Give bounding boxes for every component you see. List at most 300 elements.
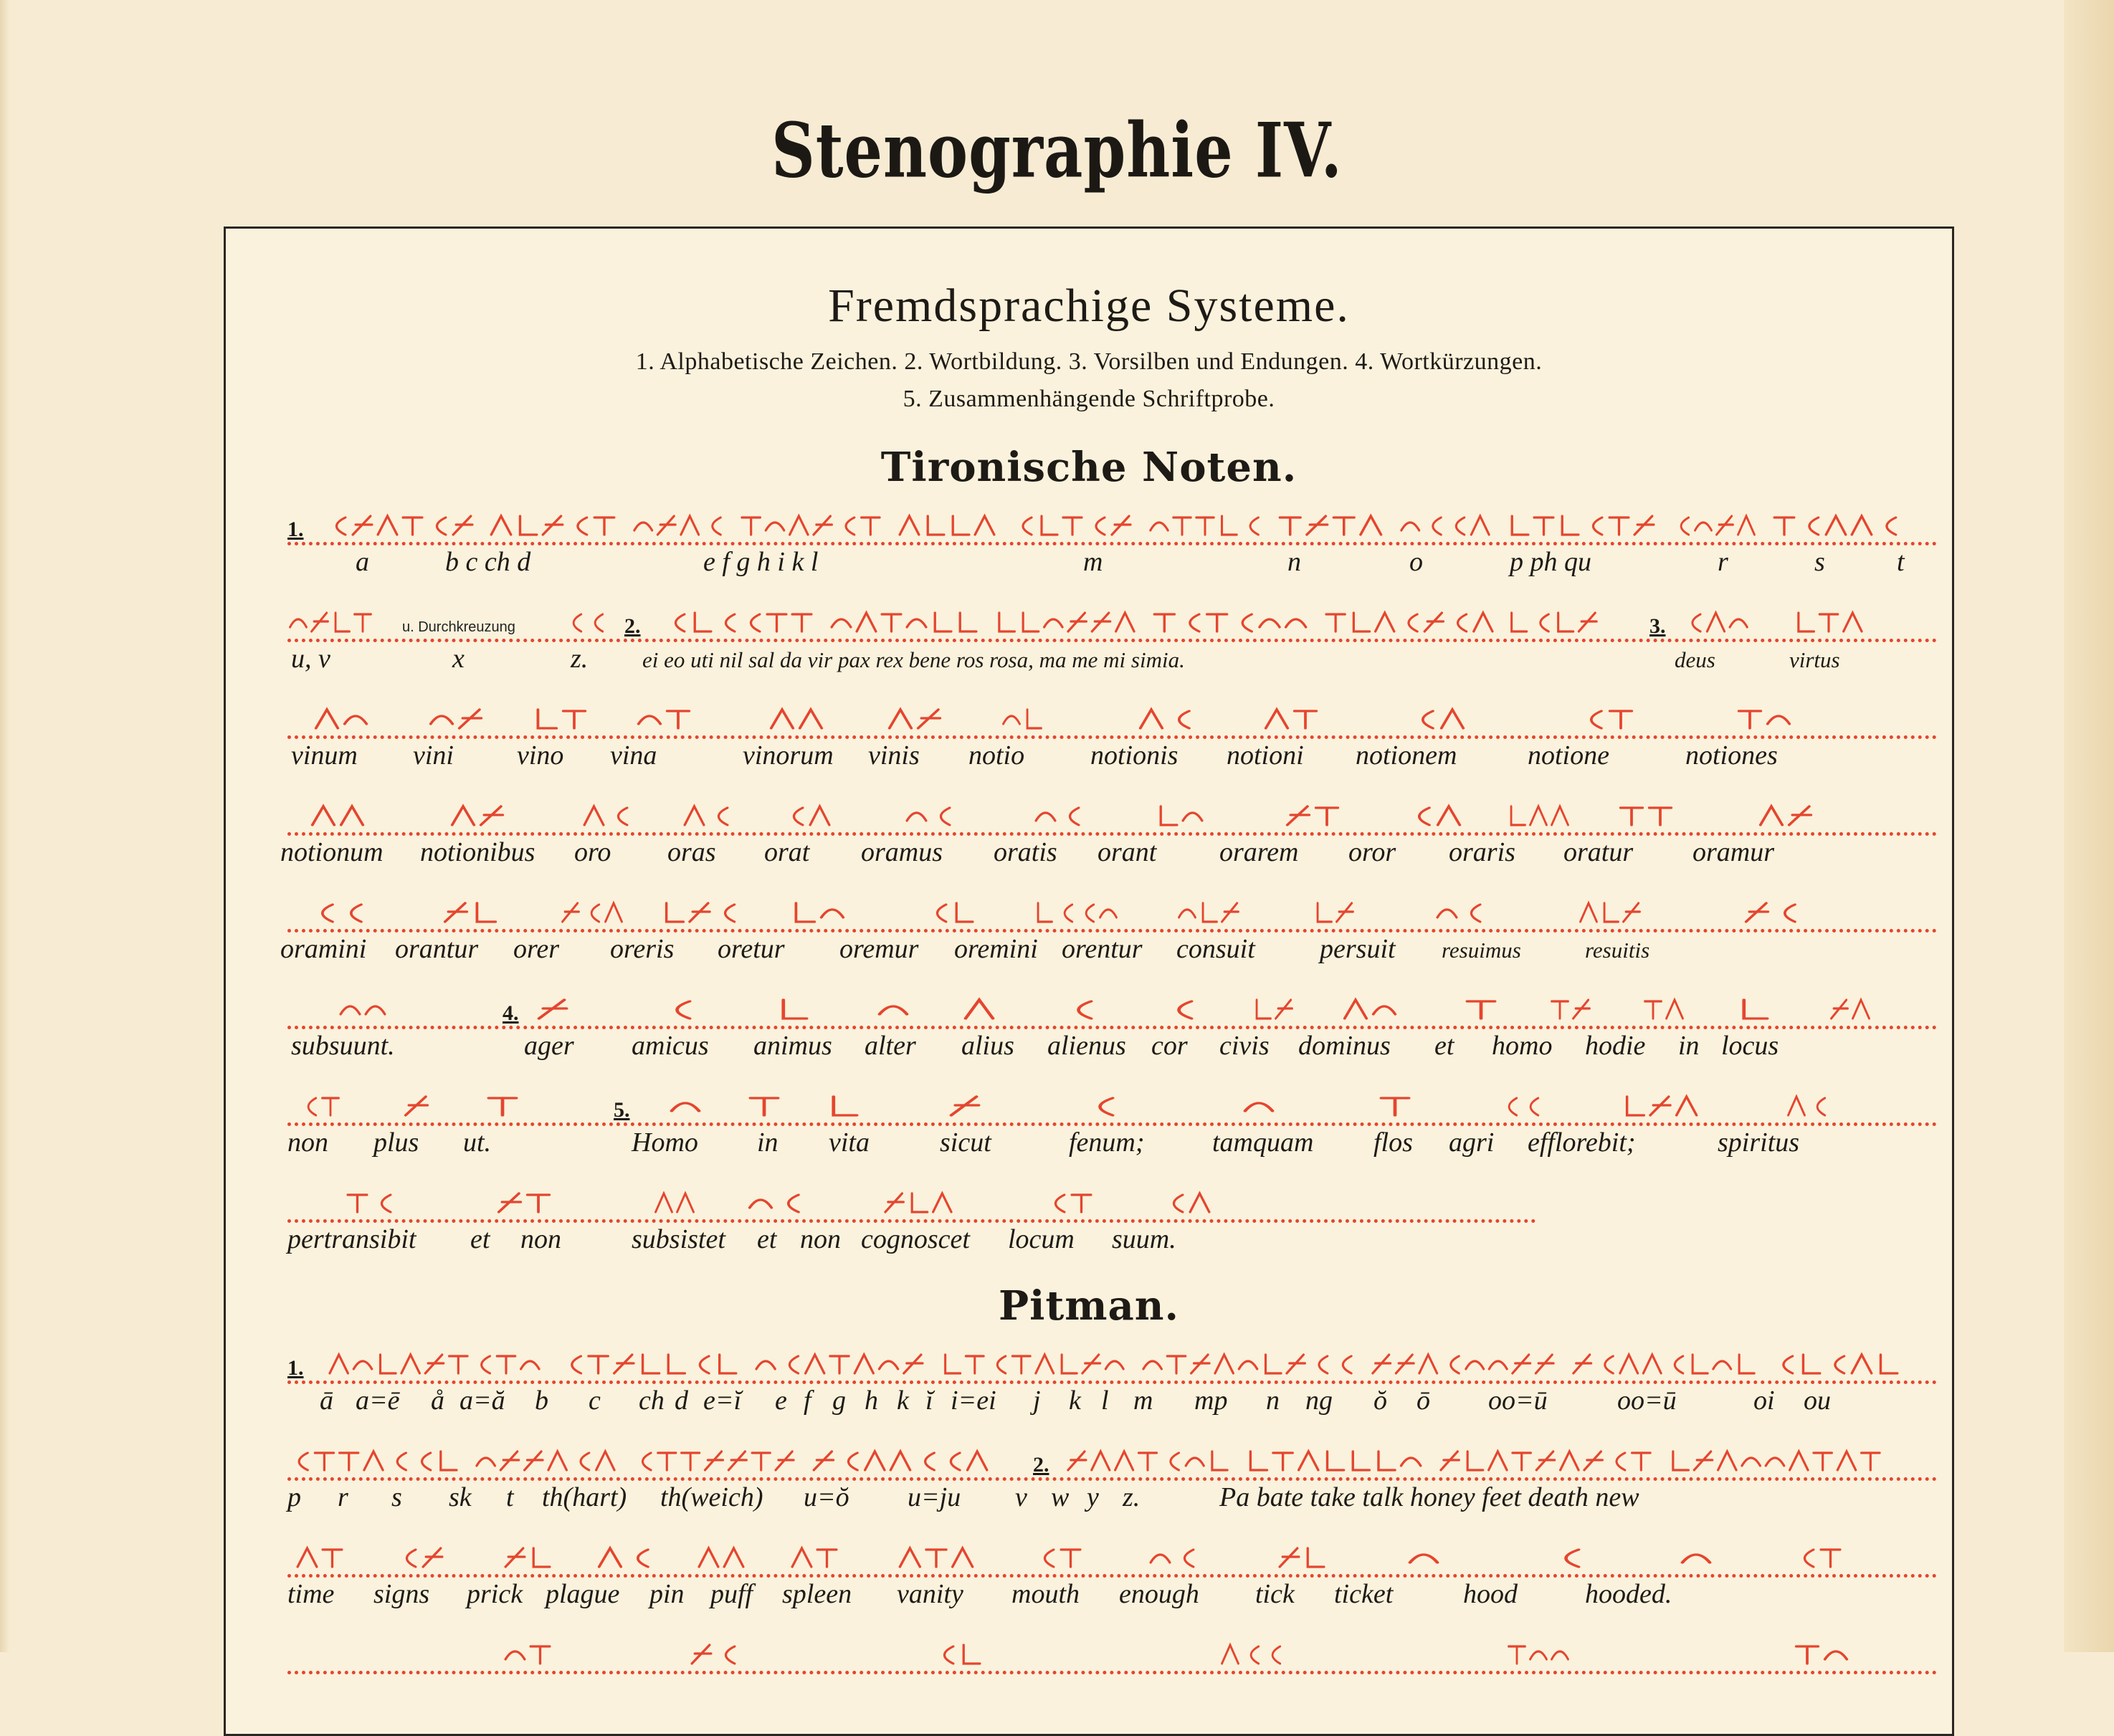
shorthand-glyph-group [1642,997,1685,1021]
red-shorthand-icon [1377,1094,1413,1118]
label-word: g [832,1386,846,1416]
label-word: efflorebit; [1528,1127,1636,1158]
section-number: 2. [624,614,641,638]
label-word: subsuunt. [291,1031,395,1061]
label-word: oratis [994,837,1057,867]
tironische-row-2 [287,594,1938,686]
label-word: oramini [280,934,367,964]
symbol-line [287,1530,1938,1578]
red-shorthand-icon [635,707,692,731]
red-shorthand-icon [961,997,997,1021]
red-shorthand-icon [1793,1642,1850,1666]
red-shorthand-icon [1743,900,1800,925]
shorthand-glyph-group [395,1545,445,1570]
red-shorthand-icon [531,707,589,731]
shorthand-glyph-group [1065,1449,1230,1473]
red-shorthand-icon [782,803,832,828]
red-shorthand-icon [1011,513,1133,538]
red-shorthand-icon [660,997,696,1021]
label-word: Homo [632,1127,698,1158]
label-word: vinorum [743,740,834,771]
section-number: 5. [614,1098,630,1122]
shorthand-glyph-group [488,513,617,538]
red-shorthand-icon [940,1352,1126,1376]
shorthand-glyph-group [1671,513,1757,538]
red-shorthand-icon [1284,803,1341,828]
shorthand-glyph-group [1757,803,1814,828]
red-shorthand-icon [768,707,825,731]
red-shorthand-icon [1341,997,1399,1021]
label-word: hooded. [1585,1579,1672,1609]
label-line [287,1385,1938,1423]
red-shorthand-icon [825,1094,861,1118]
red-shorthand-icon [897,513,997,538]
label-word: dominus [1298,1031,1391,1061]
red-shorthand-icon [1682,610,1750,634]
symbol-line [287,788,1938,836]
label-word: orat [764,837,810,867]
section-number: 2. [1033,1453,1049,1477]
red-shorthand-icon [1044,1191,1094,1215]
legend-line-1: 1. Alphabetische Zeichen. 2. Wortbildung. 3. Vorsilben und Endungen. 4. Wortkürzungen. [635,348,1543,375]
label-word: alter [865,1031,916,1061]
label-word: animus [753,1031,832,1061]
shorthand-glyph-group [1793,1545,1843,1570]
shorthand-glyph-group [560,1352,739,1376]
red-shorthand-icon [1736,707,1793,731]
label-word: plague [546,1579,620,1609]
red-shorthand-icon [775,997,811,1021]
tironische-row-8 [287,1175,1938,1267]
red-shorthand-icon [1062,997,1098,1021]
label-word: oras [667,837,716,867]
shorthand-glyph-group [660,900,739,925]
shorthand-glyph-group [947,1094,983,1118]
red-shorthand-icon [1176,900,1241,925]
shorthand-glyph-group [563,610,606,634]
red-shorthand-icon [1506,1642,1571,1666]
shorthand-glyph-group [768,707,825,731]
label-word: flos [1373,1127,1413,1158]
red-shorthand-icon [1083,1094,1119,1118]
label-word: orantur [395,934,479,964]
red-shorthand-icon [1549,1545,1585,1570]
label-word: orer [513,934,560,964]
shorthand-glyph-group [560,900,624,925]
shorthand-glyph-group [1499,1094,1542,1118]
shorthand-glyph-group [1370,1352,1556,1376]
label-word: r [338,1482,348,1512]
label-word: notionibus [420,837,535,867]
red-shorthand-icon [325,513,475,538]
red-shorthand-icon [1409,707,1467,731]
red-shorthand-icon [1141,1352,1356,1376]
shorthand-glyph-group [1793,610,1865,634]
label-word: deus [1675,647,1715,672]
red-shorthand-icon [1642,997,1685,1021]
shorthand-glyph-group [635,707,692,731]
label-word: oremini [954,934,1038,964]
pitman-row-2 [287,1433,1938,1525]
red-shorthand-icon [739,513,882,538]
section-heading-pitman: Pitman. [999,1282,1179,1330]
page-edge-right [2064,0,2114,1652]
label-word: m [1083,547,1103,577]
red-shorthand-icon [632,1449,796,1473]
shorthand-glyph-group [1155,803,1205,828]
shorthand-glyph-group [1277,513,1384,538]
label-word: suum. [1112,1224,1176,1254]
shorthand-glyph-group [1252,997,1295,1021]
label-word: v [1015,1482,1027,1512]
shorthand-glyph-group [1438,1449,1653,1473]
red-shorthand-icon [947,1094,983,1118]
shorthand-glyph-group [449,803,506,828]
label-line [280,836,1938,875]
shorthand-glyph-group [940,1352,1126,1376]
label-word: a=ē [356,1386,400,1416]
pitman-row-4-partial [287,1626,1938,1718]
red-shorthand-icon [488,513,617,538]
label-word: enough [1119,1579,1199,1609]
red-shorthand-icon [1736,997,1771,1021]
shorthand-glyph-group [531,707,589,731]
label-word: b c ch d [445,547,531,577]
label-word: n [1287,547,1301,577]
label-word: e f g h i k l [703,547,819,577]
shorthand-glyph-group [829,610,979,634]
label-word: oramur [1692,837,1775,867]
label-word: ager [524,1031,574,1061]
shorthand-glyph-group [503,1545,553,1570]
label-word: orarem [1219,837,1299,867]
red-shorthand-icon [485,1094,520,1118]
shorthand-glyph-group [653,1191,696,1215]
red-shorthand-icon [653,1191,696,1215]
label-word: ticket [1334,1579,1394,1609]
label-word: oretur [718,934,785,964]
label-word: resuimus [1442,938,1521,963]
shorthand-glyph-group [1771,1352,1900,1376]
annotation-label: u. Durchkreuzung [402,619,515,635]
symbol-line [287,884,1938,933]
red-shorthand-icon [933,1642,983,1666]
label-word: oi [1753,1386,1775,1416]
label-word: oraris [1449,837,1515,867]
shorthand-glyph-group [1621,1094,1700,1118]
label-word: r [1718,547,1728,577]
label-word: notione [1528,740,1609,771]
label-line [280,933,1938,972]
shorthand-glyph-group [581,803,632,828]
red-shorthand-icon [1252,997,1295,1021]
label-line [287,1578,1938,1617]
label-word: z. [571,644,589,674]
shorthand-glyph-group [1162,997,1198,1021]
red-shorthand-icon [925,900,976,925]
shorthand-glyph-group [1033,803,1083,828]
label-word: oo=ū [1617,1386,1677,1416]
red-shorthand-icon [886,707,943,731]
pitman-row-3 [287,1530,1938,1621]
label-word: ch [639,1386,665,1416]
symbol-line [287,594,1938,642]
label-word: in [757,1127,779,1158]
label-word: Pa bate take talk honey feet death new [1219,1482,1639,1512]
red-shorthand-icon [789,1545,839,1570]
label-word: locus [1721,1031,1779,1061]
red-shorthand-icon [1162,1191,1212,1215]
red-shorthand-icon [1277,513,1384,538]
label-word: sk [449,1482,472,1512]
shorthand-glyph-group [1176,900,1241,925]
shorthand-glyph-group [1506,803,1571,828]
shorthand-glyph-group [1137,707,1194,731]
shorthand-glyph-group [1793,1642,1850,1666]
red-shorthand-icon [1506,513,1657,538]
label-word: vita [829,1127,870,1158]
red-shorthand-icon [596,1545,653,1570]
shorthand-glyph-group [682,803,732,828]
red-shorthand-icon [1621,1094,1700,1118]
shorthand-glyph-group [345,1191,395,1215]
shorthand-glyph-group [925,900,976,925]
red-shorthand-icon [1549,997,1592,1021]
label-word: persuit [1320,934,1396,964]
shorthand-glyph-group [325,513,475,538]
label-word: n [1266,1386,1280,1416]
label-word: spiritus [1718,1127,1800,1158]
label-line [287,1030,1938,1069]
label-word: subsistet [632,1224,725,1254]
red-shorthand-icon [338,997,388,1021]
label-word: oreris [610,934,675,964]
red-shorthand-icon [1241,1094,1277,1118]
red-shorthand-icon [1155,803,1205,828]
label-word: civis [1219,1031,1270,1061]
shorthand-glyph-group [886,707,943,731]
label-word: notioni [1227,740,1304,771]
shorthand-glyph-group [882,1191,954,1215]
shorthand-glyph-group [1682,610,1750,634]
shorthand-glyph-group [309,803,366,828]
red-shorthand-icon [1137,707,1194,731]
shorthand-glyph-group [994,610,1137,634]
section-number: 3. [1649,614,1666,638]
red-shorthand-icon [746,1191,804,1215]
label-word: tamquam [1212,1127,1314,1158]
label-line [287,740,1938,778]
label-word: non [800,1224,841,1254]
red-shorthand-icon [309,803,366,828]
label-word: z. [1123,1482,1141,1512]
label-word: hood [1463,1579,1518,1609]
red-shorthand-icon [753,1352,925,1376]
red-shorthand-icon [994,610,1137,634]
red-shorthand-icon [1406,803,1463,828]
label-word: non [287,1127,328,1158]
label-word: t [1897,547,1905,577]
shorthand-glyph-group [875,997,911,1021]
label-word: locum [1008,1224,1075,1254]
label-word: th(weich) [660,1482,763,1512]
label-word: oremur [839,934,919,964]
label-word: h [865,1386,878,1416]
shorthand-glyph-group [295,1545,345,1570]
tironische-row-4 [280,788,1938,879]
shorthand-glyph-group [1617,803,1675,828]
label-word: cor [1151,1031,1188,1061]
red-shorthand-icon [1829,997,1872,1021]
label-word: non [520,1224,561,1254]
shorthand-glyph-group [1506,513,1657,538]
label-word: consuit [1176,934,1255,964]
red-shorthand-icon [1033,1545,1083,1570]
symbol-line [287,981,1938,1029]
label-word: puff [710,1579,753,1609]
symbol-line [287,497,1938,545]
section-heading-tironische: Tironische Noten. [880,444,1298,491]
shorthand-glyph-group [1011,513,1133,538]
shorthand-glyph-group [1284,803,1341,828]
label-word: spleen [782,1579,852,1609]
shorthand-glyph-group [1736,707,1793,731]
red-shorthand-icon [560,900,624,925]
shorthand-glyph-group [753,1352,925,1376]
label-word: homo [1492,1031,1553,1061]
label-word: et [470,1224,490,1254]
shorthand-glyph-group [287,1449,460,1473]
label-word: k [1069,1386,1081,1416]
label-word: pertransibit [287,1224,416,1254]
shorthand-glyph-group [327,1352,542,1376]
red-shorthand-icon [875,997,911,1021]
shorthand-glyph-group [789,1545,839,1570]
shorthand-glyph-group [313,707,370,731]
label-line [287,1482,1938,1520]
red-shorthand-icon [474,1449,617,1473]
shorthand-glyph-group [739,513,882,538]
shorthand-glyph-group [1506,610,1599,634]
section-number: 1. [287,518,304,541]
label-word: d [675,1386,688,1416]
shorthand-glyph-group [338,997,388,1021]
red-shorthand-icon [1151,610,1309,634]
label-word: y [1087,1482,1099,1512]
label-word: oo=ū [1488,1386,1548,1416]
red-shorthand-icon [1219,1642,1284,1666]
tironische-row-5 [280,884,1938,976]
red-shorthand-icon [1617,803,1675,828]
shorthand-glyph-group [1062,997,1098,1021]
shorthand-glyph-group [664,610,814,634]
shorthand-glyph-group [1578,707,1635,731]
shorthand-glyph-group [1162,1191,1212,1215]
shorthand-glyph-group [1148,513,1262,538]
shorthand-glyph-group [782,803,832,828]
shorthand-glyph-group [1323,610,1495,634]
shorthand-glyph-group [746,1094,782,1118]
red-shorthand-icon [1033,900,1119,925]
shorthand-glyph-group [696,1545,746,1570]
shorthand-glyph-group [632,1449,796,1473]
red-shorthand-icon [811,1449,990,1473]
label-word: s [1814,547,1825,577]
shorthand-glyph-group [904,803,954,828]
shorthand-glyph-group [1044,1191,1094,1215]
red-shorthand-icon [1033,803,1083,828]
symbol-line [287,1433,1938,1481]
red-shorthand-icon [1244,1449,1424,1473]
red-shorthand-icon [427,707,485,731]
plate-frame [224,226,1954,1736]
shorthand-glyph-group [1151,610,1309,634]
red-shorthand-icon [298,1094,341,1118]
shorthand-glyph-group [689,1642,739,1666]
red-shorthand-icon [503,1545,553,1570]
red-shorthand-icon [664,610,814,634]
symbol-line [287,1626,1938,1674]
label-word: å [431,1386,444,1416]
shorthand-glyph-group [1406,803,1463,828]
symbol-line [287,1336,1938,1384]
shorthand-glyph-group [1277,1545,1327,1570]
shorthand-glyph-group [746,1191,804,1215]
red-shorthand-icon [1323,610,1495,634]
label-word: c [589,1386,601,1416]
shorthand-glyph-group [1083,1094,1119,1118]
pitman-row-1 [287,1336,1938,1428]
shorthand-glyph-group [961,997,997,1021]
tironische-row-1 [287,497,1938,589]
label-word: resuitis [1585,938,1650,963]
red-shorthand-icon [309,900,366,925]
shorthand-glyph-group [933,1642,983,1666]
label-word: e=ĭ [703,1386,742,1416]
label-word: vini [413,740,454,771]
red-shorthand-icon [495,1191,553,1215]
shorthand-glyph-group [789,900,847,925]
label-word: x [452,644,465,674]
plate-subtitle: Fremdsprachige Systeme. [828,280,1350,332]
label-word: u, v [291,644,330,674]
label-line [287,643,1938,682]
shorthand-glyph-group [1409,707,1467,731]
section-number: 4. [503,1001,519,1025]
label-word: e [775,1386,787,1416]
red-shorthand-icon [1771,513,1900,538]
legend-line-2: 5. Zusammenhängende Schriftprobe. [903,386,1275,412]
red-shorthand-icon [1277,1545,1327,1570]
shorthand-glyph-group [1148,1545,1198,1570]
label-word: sicut [940,1127,991,1158]
red-shorthand-icon [1148,513,1262,538]
label-word: orant [1098,837,1157,867]
label-word: w [1051,1482,1070,1512]
label-word: in [1678,1031,1700,1061]
label-word: et [757,1224,777,1254]
shorthand-glyph-group [1244,1449,1424,1473]
label-word: l [1101,1386,1109,1416]
label-word: vinum [291,740,358,771]
shorthand-glyph-group [667,1094,703,1118]
red-shorthand-icon [1771,1352,1900,1376]
shorthand-glyph-group [1033,1545,1083,1570]
tironische-row-7 [287,1078,1938,1170]
shorthand-glyph-group [1771,513,1900,538]
red-shorthand-icon [696,1545,746,1570]
label-word: pin [649,1579,685,1609]
